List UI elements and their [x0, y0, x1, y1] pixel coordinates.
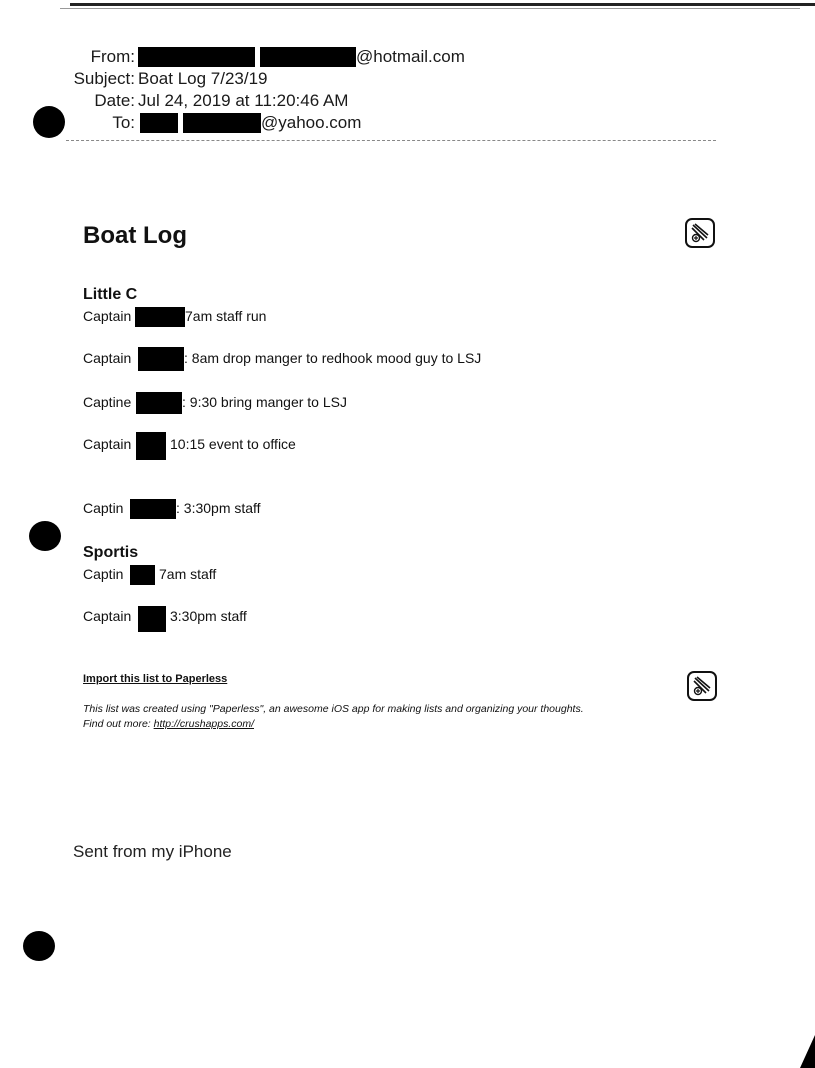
redacted-captain-name	[136, 392, 182, 414]
log-entry-text: 3:30pm staff	[170, 608, 247, 624]
paperless-icon[interactable]	[685, 218, 715, 248]
date-value: Jul 24, 2019 at 11:20:46 AM	[138, 91, 349, 110]
log-entry-text: 7am staff	[159, 566, 217, 582]
redacted-recipient-address	[183, 113, 261, 133]
from-domain: @hotmail.com	[356, 47, 465, 66]
log-entry-label: Captain	[83, 308, 132, 324]
note-prefix: Find out more:	[83, 718, 154, 730]
scan-corner-mark	[800, 1035, 815, 1068]
paperless-icon-glyph	[689, 673, 715, 699]
log-entry-text: : 8am drop manger to redhook mood guy to LSJ	[184, 350, 482, 366]
redacted-captain-name	[138, 606, 166, 632]
redacted-captain-name	[130, 565, 155, 585]
crushapps-link[interactable]: http://crushapps.com/	[153, 718, 255, 730]
log-entry-label: Captain	[83, 608, 132, 624]
punch-hole	[29, 521, 61, 551]
log-entry-text: : 3:30pm staff	[176, 500, 261, 516]
section-title-little-c: Little C	[83, 286, 138, 303]
section-title-sportis: Sportis	[83, 544, 139, 561]
redacted-captain-name	[138, 347, 184, 371]
paperless-note-line2	[83, 718, 254, 730]
from-label: From:	[90, 47, 135, 66]
subject-label: Subject:	[73, 69, 135, 88]
punch-hole	[33, 106, 65, 138]
log-entry-label: Captain	[83, 436, 132, 452]
log-entry-text: 7am staff run	[185, 308, 267, 324]
redacted-sender-name	[138, 47, 255, 67]
scan-top-faint-line	[60, 8, 800, 9]
log-entry-label: Captin	[83, 500, 124, 516]
paperless-icon[interactable]	[687, 671, 717, 701]
log-entry-label: Captine	[83, 394, 132, 410]
log-entry-label: Captain	[83, 350, 132, 366]
to-domain: @yahoo.com	[261, 113, 362, 132]
log-entry-label: Captin	[83, 566, 124, 582]
redacted-recipient-name	[140, 113, 178, 133]
date-label: Date:	[94, 91, 135, 110]
subject-value: Boat Log 7/23/19	[138, 69, 268, 88]
log-entry-text: : 9:30 bring manger to LSJ	[182, 394, 347, 410]
punch-hole	[23, 931, 55, 961]
redacted-captain-name	[130, 499, 176, 519]
log-entry-text: 10:15 event to office	[170, 436, 296, 452]
header-divider	[66, 140, 716, 141]
list-title: Boat Log	[83, 222, 187, 249]
paperless-note-line1: This list was created using "Paperless", an awesome iOS app for making lists and organizing your thoughts.	[83, 703, 584, 715]
scan-top-edge-line	[70, 3, 815, 6]
redacted-captain-name	[135, 307, 185, 327]
email-signature: Sent from my iPhone	[73, 842, 232, 861]
to-label: To:	[112, 113, 135, 132]
redacted-captain-name	[136, 432, 166, 460]
paperless-icon-glyph	[687, 220, 713, 246]
redacted-sender-address	[260, 47, 356, 67]
import-to-paperless-link[interactable]: Import this list to Paperless	[83, 673, 228, 685]
